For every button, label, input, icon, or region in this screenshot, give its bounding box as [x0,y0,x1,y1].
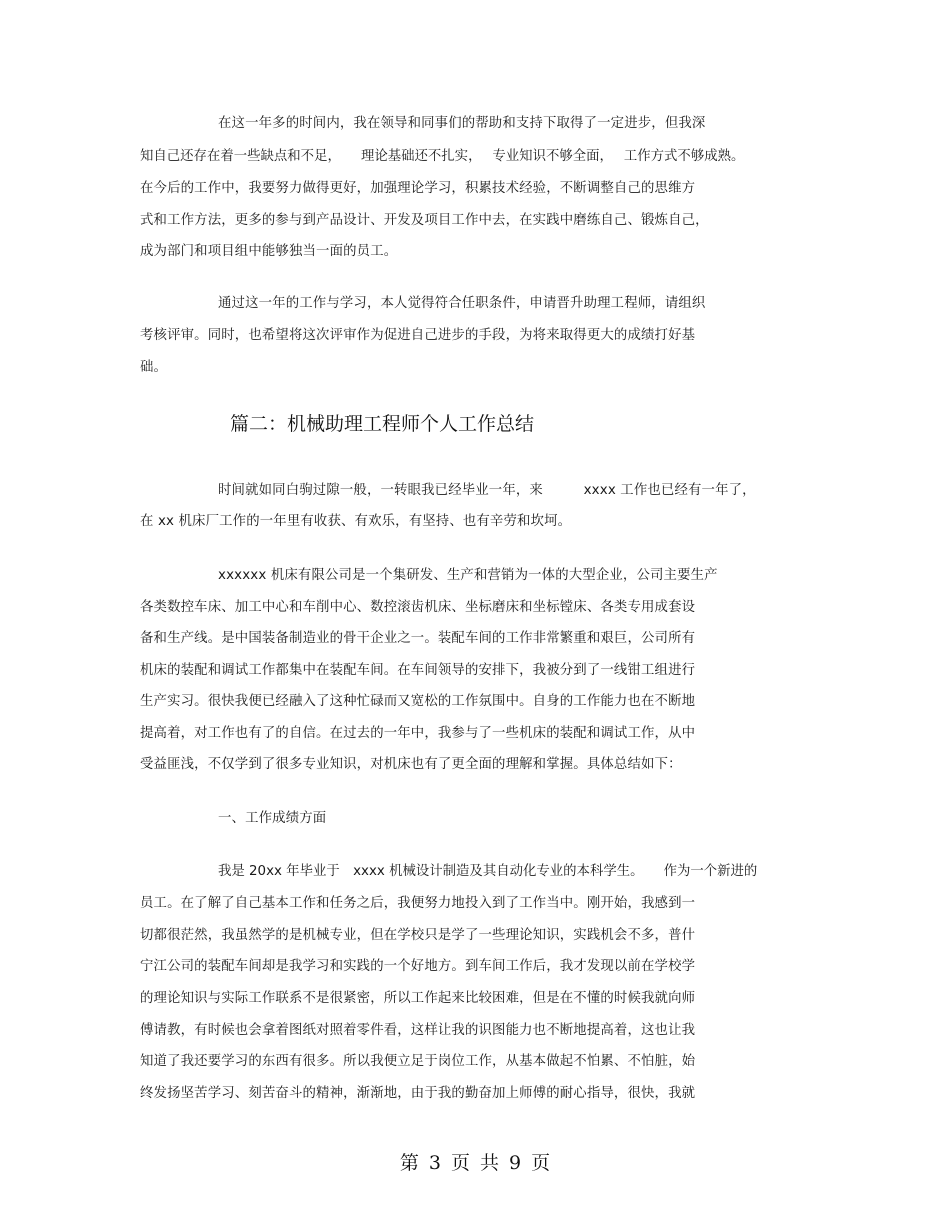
paragraph-line: 各类数控车床、加工中心和车削中心、数控滚齿机床、坐标磨床和坐标镗床、各类专用成套设 [140,600,696,615]
paragraph-line: 宁江公司的装配车间却是我学习和实践的一个好地方。到车间工作后，我才发现以前在学校学 [140,959,696,974]
paragraph-line: 我是 20xx 年毕业于 xxxx 机械设计制造及其自动化专业的本科学生。 作为一个新进的 [218,864,758,879]
paragraph-line: 的理论知识与实际工作联系不是很紧密，所以工作起来比较困难，但是在不懂的时候我就向师 [140,991,696,1006]
paragraph-line: 成为部门和项目组中能够独当一面的员工。 [140,244,398,259]
section-heading: 篇二：机械助理工程师个人工作总结 [230,413,535,435]
paragraph-line: 机床的装配和调试工作都集中在装配车间。在车间领导的安排下，我被分到了一线钳工组进行 [140,663,696,678]
paragraph-line: 切都很茫然，我虽然学的是机械专业，但在学校只是学了一些理论知识，实践机会不多，普什 [140,928,696,943]
paragraph-line: 在 xx 机床厂工作的一年里有收获、有欢乐，有坚持、也有辛劳和坎坷。 [140,514,572,529]
paragraph-line: 生产实习。很快我便已经融入了这种忙碌而又宽松的工作氛围中。自身的工作能力也在不断地 [140,694,696,709]
subsection-title: 一、工作成绩方面 [218,811,327,826]
paragraph-line: 知自己还存在着一些缺点和不足， 理论基础还不扎实， 专业知识不够全面， 工作方式不够成熟。 [140,149,745,164]
paragraph-line: 提高着，对工作也有了的自信。在过去的一年中，我参与了一些机床的装配和调试工作，从中 [140,726,696,741]
paragraph-line: 时间就如同白驹过隙一般，一转眼我已经毕业一年，来 xxxx 工作也已经有一年了， [218,483,756,498]
paragraph-line: 通过这一年的工作与学习，本人觉得符合任职条件，申请晋升助理工程师，请组织 [218,296,706,311]
paragraph-line: 在这一年多的时间内，我在领导和同事们的帮助和支持下取得了一定进步，但我深 [218,116,706,131]
page-number-footer: 第 3 页 共 9 页 [399,1152,551,1174]
paragraph-line: 础。 [140,360,168,375]
paragraph-line: 员工。在了解了自己基本工作和任务之后，我便努力地投入到了工作当中。刚开始，我感到一 [140,896,696,911]
paragraph-line: 知道了我还要学习的东西有很多。所以我便立足于岗位工作，从基本做起不怕累、不怕脏，始 [140,1054,696,1069]
paragraph-line: 式和工作方法，更多的参与到产品设计、开发及项目工作中去，在实践中磨练自己、锻炼自己， [140,213,709,228]
paragraph-line: 受益匪浅，不仅学到了很多专业知识，对机床也有了更全面的理解和掌握。具体总结如下： [140,757,682,772]
paragraph-line: 在今后的工作中，我要努力做得更好，加强理论学习，积累技术经验，不断调整自己的思维方 [140,181,696,196]
paragraph-line: xxxxxx 机床有限公司是一个集研发、生产和营销为一体的大型企业，公司主要生产 [218,568,718,583]
paragraph-line: 考核评审。同时，也希望将这次评审作为促进自己进步的手段，为将来取得更大的成绩打好基 [140,328,696,343]
paragraph-line: 备和生产线。是中国装备制造业的骨干企业之一。装配车间的工作非常繁重和艰巨，公司所有 [140,631,696,646]
paragraph-line: 傅请教，有时候也会拿着图纸对照着零件看，这样让我的识图能力也不断地提高着，这也让我 [140,1023,696,1038]
paragraph-line: 终发扬坚苦学习、刻苦奋斗的精神，渐渐地，由于我的勤奋加上师傅的耐心指导，很快，我就 [140,1086,696,1101]
